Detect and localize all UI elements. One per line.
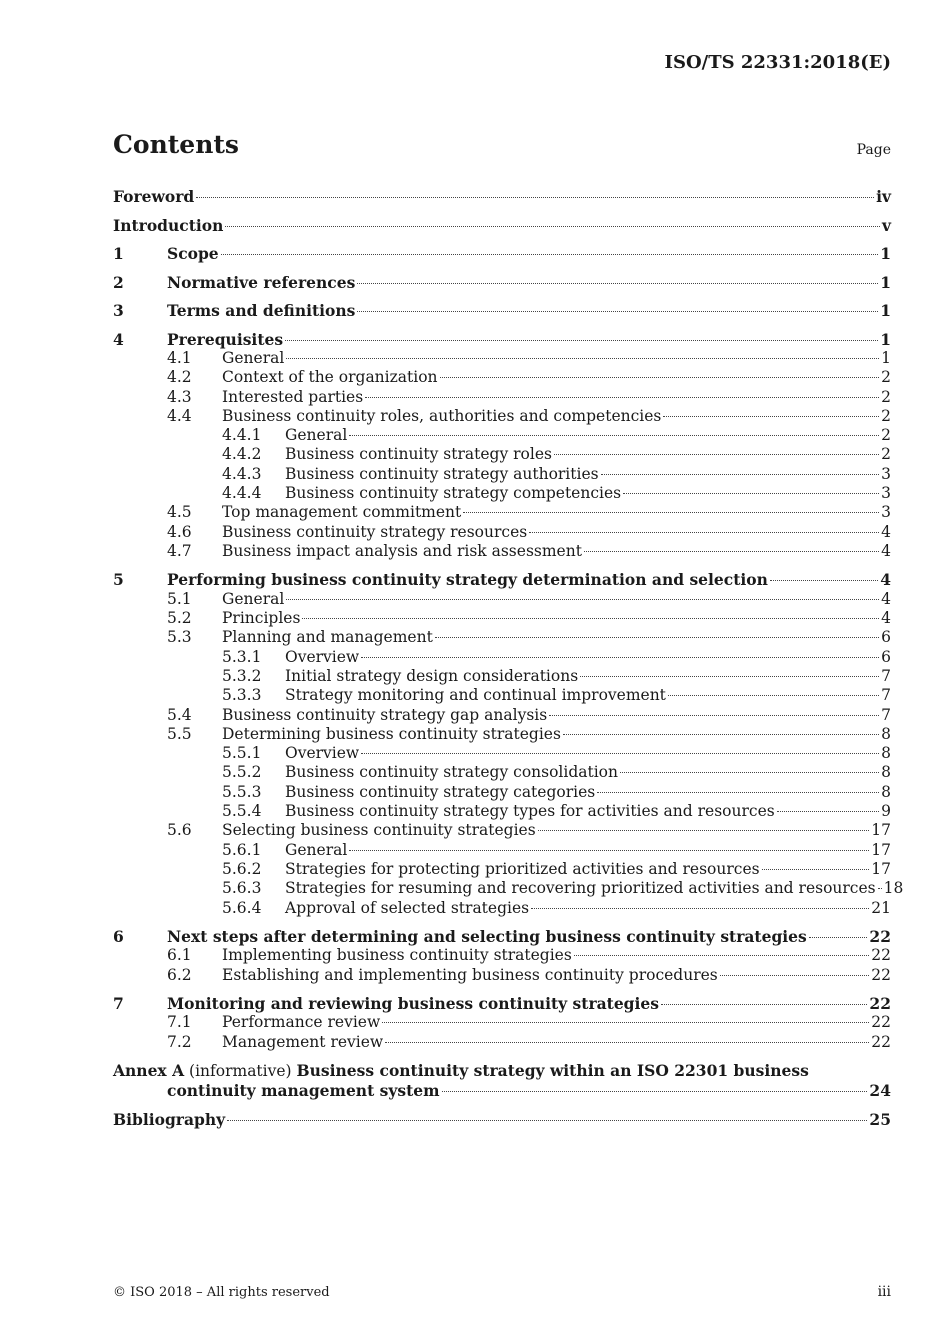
dot-leader bbox=[440, 377, 880, 378]
toc-entry-number: 4.5 bbox=[167, 503, 192, 522]
dot-leader bbox=[382, 1022, 869, 1023]
toc-entry-page: 2 bbox=[881, 426, 891, 445]
toc-entry-number: 5 bbox=[113, 570, 124, 590]
toc-entry-title-group bbox=[113, 1110, 891, 1129]
toc-entry-page: 18 bbox=[883, 879, 904, 898]
toc-entry-page: 1 bbox=[880, 272, 891, 292]
toc-entry[interactable] bbox=[113, 783, 891, 802]
toc-entry-title[interactable]: Overview bbox=[285, 744, 360, 763]
dot-leader bbox=[463, 512, 879, 513]
dot-leader bbox=[221, 254, 879, 255]
toc-entry-title[interactable]: Performing business continuity strategy determination and selection bbox=[167, 570, 768, 590]
annex-line-2 bbox=[113, 1081, 891, 1101]
toc-entry-title-group bbox=[222, 725, 891, 744]
toc-entry-page: 2 bbox=[881, 406, 891, 425]
toc-entry[interactable] bbox=[113, 609, 891, 628]
annex-title-line-1[interactable]: Business continuity strategy within an ISO 22301 business bbox=[296, 1061, 809, 1080]
toc-entry-title-group bbox=[285, 445, 891, 464]
toc-entry-page: 6 bbox=[881, 628, 891, 647]
toc-entry-title[interactable]: Business continuity strategy authorities bbox=[285, 464, 599, 483]
toc-entry-title[interactable]: General bbox=[285, 840, 348, 859]
toc-entry-number: 5.4 bbox=[167, 705, 192, 724]
toc-entry-page: 21 bbox=[871, 898, 891, 917]
toc-entry-page: 4 bbox=[880, 570, 891, 590]
dot-leader bbox=[584, 551, 879, 552]
toc-entry-title-group bbox=[222, 388, 891, 407]
dot-leader bbox=[302, 618, 879, 619]
toc-entry-title[interactable]: Overview bbox=[285, 647, 360, 666]
toc-entry[interactable] bbox=[113, 301, 891, 321]
toc-entry-number: 4 bbox=[113, 329, 124, 349]
toc-entry-title[interactable]: Scope bbox=[167, 244, 219, 263]
page-title: Contents bbox=[113, 130, 240, 159]
toc-entry-title[interactable]: Strategy monitoring and continual improvement bbox=[285, 686, 666, 705]
toc-entry-page: 17 bbox=[871, 840, 891, 859]
toc-entry-title[interactable]: Business impact analysis and risk assessment bbox=[222, 541, 582, 560]
toc-entry[interactable] bbox=[113, 725, 891, 744]
toc-entry[interactable] bbox=[113, 686, 891, 705]
toc-entry[interactable] bbox=[113, 802, 891, 821]
toc-entry-title[interactable]: Introduction bbox=[113, 215, 224, 235]
dot-leader bbox=[227, 1120, 867, 1121]
toc-entry-number: 5.6.4 bbox=[222, 898, 262, 917]
toc-entry-title-group bbox=[222, 628, 891, 647]
toc-entry[interactable] bbox=[113, 648, 891, 667]
toc-entry-title-group bbox=[222, 407, 891, 426]
dot-leader bbox=[361, 753, 879, 754]
dot-leader bbox=[620, 772, 879, 773]
toc-entry-title-group bbox=[222, 1033, 891, 1052]
toc-entry-title-group bbox=[222, 590, 891, 609]
toc-entry-title-group bbox=[285, 465, 891, 484]
annex-title-line-2[interactable]: continuity management system bbox=[167, 1081, 440, 1100]
annex-line-1 bbox=[113, 1061, 891, 1081]
toc-entry-number: 4.4.3 bbox=[222, 464, 262, 483]
page-column-label: Page bbox=[856, 142, 891, 158]
toc-entry[interactable] bbox=[113, 349, 891, 368]
toc-entry-title-group bbox=[222, 609, 891, 628]
toc-entry-title-group bbox=[285, 426, 891, 445]
toc-entry-number: 5.6.3 bbox=[222, 879, 262, 898]
toc-entry-number: 7.2 bbox=[167, 1032, 192, 1051]
toc-entry-page: 22 bbox=[871, 965, 891, 984]
toc-entry-number: 5.3.2 bbox=[222, 666, 262, 685]
bibliography-title[interactable]: Bibliography bbox=[113, 1110, 226, 1129]
toc-entry-title-group bbox=[285, 802, 891, 821]
toc-entry-title[interactable]: Business continuity strategy resources bbox=[222, 522, 528, 541]
toc-entry-number: 3 bbox=[113, 301, 124, 320]
toc-entry[interactable] bbox=[113, 899, 891, 918]
toc-entry[interactable] bbox=[113, 946, 891, 965]
toc-entry-number: 5.5.4 bbox=[222, 802, 262, 821]
toc-entry-title[interactable]: Determining business continuity strategies bbox=[222, 724, 561, 743]
dot-leader bbox=[435, 637, 879, 638]
dot-leader bbox=[554, 454, 879, 455]
toc-entry-title-group bbox=[285, 484, 891, 503]
toc-entry-title-group bbox=[167, 244, 891, 263]
toc-entry-number: 4.4.4 bbox=[222, 484, 262, 503]
toc-entry-page: 22 bbox=[871, 946, 891, 965]
bibliography-page: 25 bbox=[869, 1110, 891, 1129]
toc-entry-title-group bbox=[285, 841, 891, 860]
toc-entry-title-group bbox=[285, 686, 891, 705]
toc-entry-page: 7 bbox=[881, 686, 891, 705]
toc-entry-number: 5.3.1 bbox=[222, 647, 262, 666]
toc-entry-page: 1 bbox=[880, 244, 891, 263]
annex-label: Annex A bbox=[113, 1061, 185, 1080]
toc-entry-title[interactable]: Implementing business continuity strategies bbox=[222, 946, 572, 965]
toc-entry-title-group bbox=[167, 301, 891, 320]
toc-entry-title-group bbox=[285, 860, 891, 879]
dot-leader bbox=[809, 937, 868, 938]
toc-entry-number: 6.2 bbox=[167, 965, 192, 984]
toc-entry-page: 3 bbox=[881, 464, 891, 483]
toc-entry-title[interactable]: Principles bbox=[222, 609, 301, 628]
toc-entry-title[interactable]: Strategies for protecting prioritized activities and resources bbox=[285, 859, 760, 878]
dot-leader bbox=[357, 283, 878, 284]
dot-leader bbox=[563, 734, 879, 735]
toc-entry-number: 5.6 bbox=[167, 821, 192, 840]
toc-entry-number: 4.4.1 bbox=[222, 426, 262, 445]
dot-leader bbox=[286, 599, 879, 600]
toc-entry-title[interactable]: Top management commitment bbox=[222, 503, 462, 522]
toc-entry-title[interactable]: Business continuity roles, authorities and competencies bbox=[222, 406, 662, 425]
copyright-notice: © ISO 2018 – All rights reserved bbox=[113, 1285, 330, 1300]
toc-entry-page: 22 bbox=[869, 993, 891, 1013]
toc-entry-page: 6 bbox=[881, 647, 891, 666]
toc-entry[interactable] bbox=[113, 821, 891, 840]
toc-entry-number: 4.3 bbox=[167, 387, 192, 406]
dot-leader bbox=[549, 715, 879, 716]
toc-entry-page: 4 bbox=[881, 609, 891, 628]
toc-entry-number: 4.7 bbox=[167, 541, 192, 560]
toc-entry[interactable] bbox=[113, 763, 891, 782]
toc-entry-title[interactable]: Foreword bbox=[113, 187, 195, 206]
dot-leader bbox=[529, 532, 879, 533]
toc-entry-title[interactable]: Prerequisites bbox=[167, 329, 284, 349]
toc-entry-title[interactable]: Initial strategy design considerations bbox=[285, 666, 579, 685]
toc-entry[interactable] bbox=[113, 330, 891, 350]
toc-entry[interactable] bbox=[113, 426, 891, 445]
toc-entry-title-group bbox=[285, 648, 891, 667]
toc-entry-number: 5.3.3 bbox=[222, 686, 262, 705]
toc-entry-title[interactable]: Selecting business continuity strategies bbox=[222, 821, 536, 840]
toc-entry-title-group bbox=[222, 368, 891, 387]
toc-entry-title[interactable]: Business continuity strategy consolidation bbox=[285, 763, 618, 782]
toc-entry-title-group bbox=[113, 216, 891, 235]
toc-entry-title-group bbox=[113, 187, 891, 206]
toc-entry[interactable] bbox=[113, 187, 891, 207]
annex-page: 24 bbox=[869, 1081, 891, 1100]
toc-entry[interactable] bbox=[113, 879, 904, 898]
document-id: ISO/TS 22331:2018(E) bbox=[664, 52, 891, 73]
toc-entry-page: 2 bbox=[881, 368, 891, 387]
dot-leader bbox=[349, 850, 869, 851]
dot-leader bbox=[538, 830, 870, 831]
dot-leader bbox=[623, 493, 879, 494]
table-of-contents bbox=[113, 184, 904, 1130]
dot-leader bbox=[580, 676, 879, 677]
toc-entry-number: 5.6.1 bbox=[222, 840, 262, 859]
toc-entry-page: 8 bbox=[881, 724, 891, 743]
dot-leader bbox=[349, 435, 879, 436]
toc-entry[interactable] bbox=[113, 244, 891, 264]
toc-entry-title-group bbox=[222, 966, 891, 985]
toc-entry-page: 7 bbox=[881, 705, 891, 724]
toc-entry-page: 2 bbox=[881, 445, 891, 464]
toc-entry-title-group bbox=[222, 1013, 891, 1032]
toc-entry-number: 5.2 bbox=[167, 609, 192, 628]
dot-leader bbox=[777, 811, 879, 812]
dot-leader bbox=[285, 340, 878, 341]
toc-entry-title-group bbox=[285, 667, 891, 686]
toc-entry[interactable] bbox=[113, 407, 891, 426]
toc-entry-title-group bbox=[167, 570, 891, 589]
toc-entry-title-group bbox=[222, 523, 891, 542]
toc-entry-title[interactable]: Normative references bbox=[167, 272, 356, 292]
toc-entry[interactable] bbox=[113, 744, 891, 763]
toc-entry-page: 1 bbox=[881, 349, 891, 367]
dot-leader bbox=[661, 1004, 867, 1005]
toc-entry-title-group bbox=[222, 349, 891, 368]
toc-entry[interactable] bbox=[113, 503, 891, 522]
toc-entry-title[interactable]: Strategies for resuming and recovering prioritized activities and resources bbox=[285, 879, 876, 898]
toc-entry-title[interactable]: Terms and definitions bbox=[167, 301, 356, 320]
toc-entry-title-group bbox=[167, 273, 891, 292]
toc-entry-number: 5.5 bbox=[167, 724, 192, 743]
dot-leader bbox=[574, 955, 869, 956]
toc-entry-title[interactable]: General bbox=[222, 589, 285, 608]
toc-entry[interactable] bbox=[113, 966, 891, 985]
toc-entry-page: 4 bbox=[881, 522, 891, 541]
toc-entry[interactable] bbox=[113, 667, 891, 686]
toc-entry-number: 5.3 bbox=[167, 628, 192, 647]
toc-entry-title-group bbox=[222, 946, 891, 965]
toc-entry-page: 2 bbox=[881, 387, 891, 406]
dot-leader bbox=[365, 397, 879, 398]
toc-entry-bibliography[interactable] bbox=[113, 1110, 891, 1130]
dot-leader bbox=[442, 1091, 868, 1092]
annex-type: (informative) bbox=[189, 1062, 292, 1080]
toc-entry-title[interactable]: Business continuity strategy roles bbox=[285, 445, 552, 464]
dot-leader bbox=[361, 657, 879, 658]
toc-entry-number: 4.4 bbox=[167, 406, 192, 425]
dot-leader bbox=[668, 695, 879, 696]
dot-leader bbox=[196, 197, 874, 198]
dot-leader bbox=[762, 869, 870, 870]
dot-leader bbox=[601, 474, 880, 475]
toc-entry-number: 5.5.1 bbox=[222, 744, 262, 763]
toc-entry-page: 7 bbox=[881, 666, 891, 685]
toc-entry-page: 8 bbox=[881, 744, 891, 763]
toc-entry-page: 1 bbox=[880, 301, 891, 320]
toc-entry[interactable] bbox=[113, 1013, 891, 1032]
toc-entry-title-group bbox=[222, 706, 891, 725]
toc-entry-title-group bbox=[167, 927, 891, 946]
toc-entry-page: 22 bbox=[871, 1013, 891, 1032]
toc-entry-page: 4 bbox=[881, 541, 891, 560]
toc-entry-number: 5.1 bbox=[167, 589, 192, 608]
toc-entry-title-group bbox=[222, 503, 891, 522]
toc-entry-title-group bbox=[285, 783, 891, 802]
dot-leader bbox=[385, 1042, 869, 1043]
toc-entry-title[interactable]: General bbox=[285, 426, 348, 445]
toc-entry-number: 4.2 bbox=[167, 368, 192, 387]
toc-entry[interactable] bbox=[113, 994, 891, 1014]
toc-entry[interactable] bbox=[113, 484, 891, 503]
toc-entry[interactable] bbox=[113, 388, 891, 407]
toc-entry[interactable] bbox=[113, 841, 891, 860]
toc-entry[interactable] bbox=[113, 273, 891, 293]
page-number: iii bbox=[877, 1284, 891, 1300]
toc-entry-number: 5.5.3 bbox=[222, 782, 262, 801]
toc-entry-page: 22 bbox=[869, 926, 891, 946]
toc-entry-title[interactable]: General bbox=[222, 349, 285, 367]
toc-entry-title-group bbox=[285, 899, 891, 918]
toc-entry-page: v bbox=[881, 215, 891, 235]
toc-entry-page: 3 bbox=[881, 484, 891, 503]
dot-leader bbox=[597, 792, 879, 793]
toc-entry-title[interactable]: Monitoring and reviewing business continuity strategies bbox=[167, 993, 659, 1013]
dot-leader bbox=[531, 908, 869, 909]
toc-entry[interactable] bbox=[113, 445, 891, 464]
toc-entry-page: 9 bbox=[881, 802, 891, 821]
toc-entry-title[interactable]: Context of the organization bbox=[222, 368, 438, 387]
dot-leader bbox=[357, 311, 878, 312]
toc-entry[interactable] bbox=[113, 628, 891, 647]
toc-entry[interactable] bbox=[113, 523, 891, 542]
dot-leader bbox=[225, 226, 880, 227]
toc-entry-title[interactable]: Management review bbox=[222, 1032, 384, 1051]
toc-entry-annex[interactable] bbox=[113, 1061, 891, 1101]
toc-entry[interactable] bbox=[113, 465, 891, 484]
toc-entry-number: 4.4.2 bbox=[222, 445, 262, 464]
toc-entry-title[interactable]: Business continuity strategy competencies bbox=[285, 484, 622, 503]
toc-entry-number: 1 bbox=[113, 244, 124, 263]
toc-entry-page: 22 bbox=[871, 1032, 891, 1051]
toc-entry[interactable] bbox=[113, 706, 891, 725]
toc-entry-title[interactable]: Business continuity strategy types for activities and resources bbox=[285, 802, 775, 821]
toc-entry-number: 4.6 bbox=[167, 522, 192, 541]
toc-entry-title[interactable]: Interested parties bbox=[222, 387, 364, 406]
toc-entry-number: 5.5.2 bbox=[222, 763, 262, 782]
toc-entry[interactable] bbox=[113, 368, 891, 387]
toc-entry-title-group bbox=[167, 330, 891, 349]
dot-leader bbox=[878, 888, 882, 889]
toc-entry[interactable] bbox=[113, 570, 891, 590]
toc-entry[interactable] bbox=[113, 860, 891, 879]
dot-leader bbox=[663, 416, 879, 417]
toc-entry-page: 17 bbox=[871, 821, 891, 840]
dot-leader bbox=[770, 580, 878, 581]
toc-entry-number: 7.1 bbox=[167, 1013, 192, 1032]
toc-entry[interactable] bbox=[113, 927, 891, 947]
toc-entry-page: 3 bbox=[881, 503, 891, 522]
dot-leader bbox=[286, 358, 879, 359]
toc-entry-page: 1 bbox=[880, 329, 891, 349]
toc-entry-page: 17 bbox=[871, 859, 891, 878]
toc-entry-number: 6 bbox=[113, 926, 124, 946]
toc-entry[interactable] bbox=[113, 590, 891, 609]
toc-entry[interactable] bbox=[113, 542, 891, 561]
toc-entry[interactable] bbox=[113, 216, 891, 236]
toc-entry-title-group bbox=[222, 821, 891, 840]
toc-entry-number: 2 bbox=[113, 272, 124, 292]
toc-entry[interactable] bbox=[113, 1033, 891, 1052]
toc-entry-number: 7 bbox=[113, 993, 124, 1013]
toc-entry-title[interactable]: Establishing and implementing business continuity procedures bbox=[222, 965, 718, 984]
toc-entry-title-group bbox=[285, 763, 891, 782]
toc-entry-page: iv bbox=[876, 187, 891, 206]
toc-entry-title-group bbox=[285, 879, 904, 898]
toc-entry-number: 5.6.2 bbox=[222, 859, 262, 878]
toc-entry-page: 8 bbox=[881, 782, 891, 801]
toc-entry-title-group bbox=[167, 994, 891, 1013]
toc-entry-number: 4.1 bbox=[167, 349, 192, 367]
toc-entry-page: 4 bbox=[881, 589, 891, 608]
toc-entry-title[interactable]: Planning and management bbox=[222, 628, 433, 647]
toc-entry-title[interactable]: Performance review bbox=[222, 1013, 381, 1032]
toc-entry-page: 8 bbox=[881, 763, 891, 782]
toc-entry-title[interactable]: Next steps after determining and selecting business continuity strategies bbox=[167, 926, 807, 946]
toc-entry-title-group bbox=[285, 744, 891, 763]
toc-entry-title[interactable]: Business continuity strategy gap analysis bbox=[222, 705, 548, 724]
dot-leader bbox=[720, 975, 870, 976]
toc-entry-title[interactable]: Approval of selected strategies bbox=[285, 898, 530, 917]
toc-entry-title-group bbox=[222, 542, 891, 561]
toc-entry-title[interactable]: Business continuity strategy categories bbox=[285, 782, 596, 801]
toc-entry-number: 6.1 bbox=[167, 946, 192, 965]
